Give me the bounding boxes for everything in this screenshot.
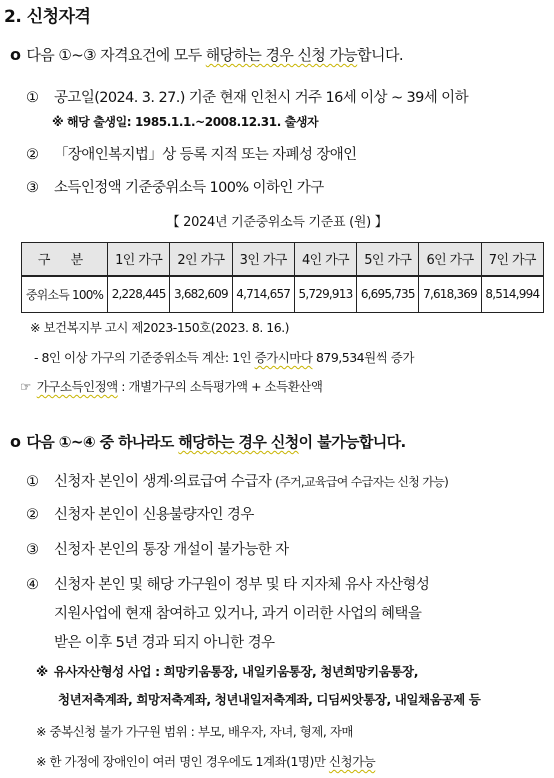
asset-note-mark: ※ bbox=[36, 664, 48, 679]
table-cell: 8,514,994 bbox=[481, 276, 543, 313]
table-cell: 3,682,609 bbox=[170, 276, 232, 313]
item-text: 소득인정액 기준중위소득 100% 이하인 가구 bbox=[54, 180, 324, 196]
eight-plus-post: 879,534원씩 증가 bbox=[312, 350, 414, 365]
eight-plus-pre: - 8인 이상 가구의 기준중위소득 계산: 1인 bbox=[34, 350, 255, 365]
section2-heading-pre: 다음 ①~④ 중 하나라도 bbox=[26, 433, 179, 451]
disabled-note-em: 신청가능 bbox=[328, 754, 376, 769]
item-number: ② bbox=[26, 147, 39, 163]
median-income-table bbox=[21, 242, 544, 313]
table-cell: 7,618,369 bbox=[419, 276, 481, 313]
section2-heading bbox=[10, 431, 406, 452]
table-header-row bbox=[22, 243, 544, 276]
asset-note-line1: : 희망키움통장, 내일키움통장, 청년희망키움통장, bbox=[151, 664, 419, 679]
item-number: ① bbox=[26, 90, 39, 106]
duplicate-application-note: ※ 중복신청 불가 가구원 범위 : 부모, 배우자, 자녀, 형제, 자매 bbox=[36, 724, 353, 739]
table-header-cell: 4인 가구 bbox=[294, 243, 356, 276]
table-header-cell: 3인 가구 bbox=[232, 243, 294, 276]
table-header-cell: 구 분 bbox=[22, 243, 108, 276]
ineligibility-item-2 bbox=[26, 503, 254, 524]
item-text: 「장애인복지법」상 등록 지적 또는 자폐성 장애인 bbox=[54, 147, 357, 163]
item-text-line-1: 신청자 본인 및 해당 가구원이 정부 및 타 지자체 유사 자산형성 bbox=[54, 577, 430, 593]
source-note: ※ 보건복지부 고시 제2023-150호(2023. 8. 16.) bbox=[30, 320, 290, 335]
page-title: 2. 신청자격 bbox=[4, 7, 91, 27]
table-header-cell: 7인 가구 bbox=[481, 243, 543, 276]
item-text: 신청자 본인이 생계·의료급여 수급자 bbox=[54, 474, 276, 490]
table-cell: 6,695,735 bbox=[357, 276, 419, 313]
income-definition: : 개별가구의 소득평가액 + 소득환산액 bbox=[117, 379, 323, 394]
table-caption: 【 2024년 기준중위소득 기준표 (원) 】 bbox=[166, 215, 388, 230]
section1-heading bbox=[10, 44, 403, 65]
section1-heading-pre: 다음 ①~③ 자격요건에 모두 bbox=[26, 46, 206, 64]
birth-date-note: ※ 해당 출생일: 1985.1.1.~2008.12.31. 출생자 bbox=[52, 115, 319, 129]
item-text: 신청자 본인이 신용불량자인 경우 bbox=[54, 507, 254, 523]
section2-heading-post: 이 불가능합니다. bbox=[298, 433, 406, 451]
item-note: (주거,교육급여 수급자는 신청 가능) bbox=[275, 475, 449, 489]
item-text: 공고일(2024. 3. 27.) 기준 현재 인천시 거주 16세 이상 ~ 39세 이하 bbox=[54, 90, 468, 106]
table-header-cell: 1인 가구 bbox=[108, 243, 170, 276]
item-number: ② bbox=[26, 507, 39, 523]
eligibility-item-1 bbox=[26, 86, 468, 107]
table-cell: 5,729,913 bbox=[294, 276, 356, 313]
item-number: ① bbox=[26, 474, 39, 490]
section2-heading-em: 해당하는 경우 신청 bbox=[178, 433, 299, 451]
eight-plus-note bbox=[34, 348, 414, 366]
ineligibility-item-4 bbox=[26, 573, 429, 594]
item-text-line-2: 지원사업에 현재 참여하고 있거나, 과거 이러한 사업의 혜택을 bbox=[54, 606, 422, 622]
section1-bullet: o bbox=[10, 45, 21, 64]
ineligibility-item-1 bbox=[26, 470, 448, 491]
table-header-cell: 5인 가구 bbox=[357, 243, 419, 276]
asset-program-note bbox=[36, 662, 418, 680]
income-term: 가구소득인정액 bbox=[36, 379, 118, 394]
asset-note-label: 유사자산형성 사업 bbox=[53, 664, 152, 679]
item-number: ③ bbox=[26, 542, 39, 558]
item-number: ③ bbox=[26, 180, 39, 196]
section1-heading-post: 합니다. bbox=[357, 46, 404, 64]
table-header-cell: 6인 가구 bbox=[419, 243, 481, 276]
income-definition-note bbox=[20, 377, 322, 395]
table-cell: 2,228,445 bbox=[108, 276, 170, 313]
table-cell: 4,714,657 bbox=[232, 276, 294, 313]
eight-plus-em: 증가시마다 bbox=[254, 350, 313, 365]
ineligibility-item-3 bbox=[26, 538, 289, 559]
eligibility-item-2 bbox=[26, 143, 357, 164]
table-header-cell: 2인 가구 bbox=[170, 243, 232, 276]
pointing-hand-icon: ☞ bbox=[20, 379, 31, 394]
table-row bbox=[22, 276, 544, 313]
disabled-household-note bbox=[36, 752, 375, 770]
eligibility-item-3 bbox=[26, 176, 324, 197]
table-cell: 중위소득 100% bbox=[22, 276, 108, 313]
section2-bullet: o bbox=[10, 432, 21, 451]
asset-note-line2: 청년저축계좌, 희망저축계좌, 청년내일저축계좌, 디딤씨앗통장, 내일채움공제 등 bbox=[58, 692, 481, 707]
item-number: ④ bbox=[26, 577, 39, 593]
disabled-note-pre: ※ 한 가정에 장애인이 여러 명인 경우에도 1계좌(1명)만 bbox=[36, 754, 329, 769]
section1-heading-em: 해당하는 경우 신청 가능 bbox=[205, 46, 358, 64]
item-text-line-3: 받은 이후 5년 경과 되지 아니한 경우 bbox=[54, 635, 275, 651]
item-text: 신청자 본인의 통장 개설이 불가능한 자 bbox=[54, 542, 289, 558]
